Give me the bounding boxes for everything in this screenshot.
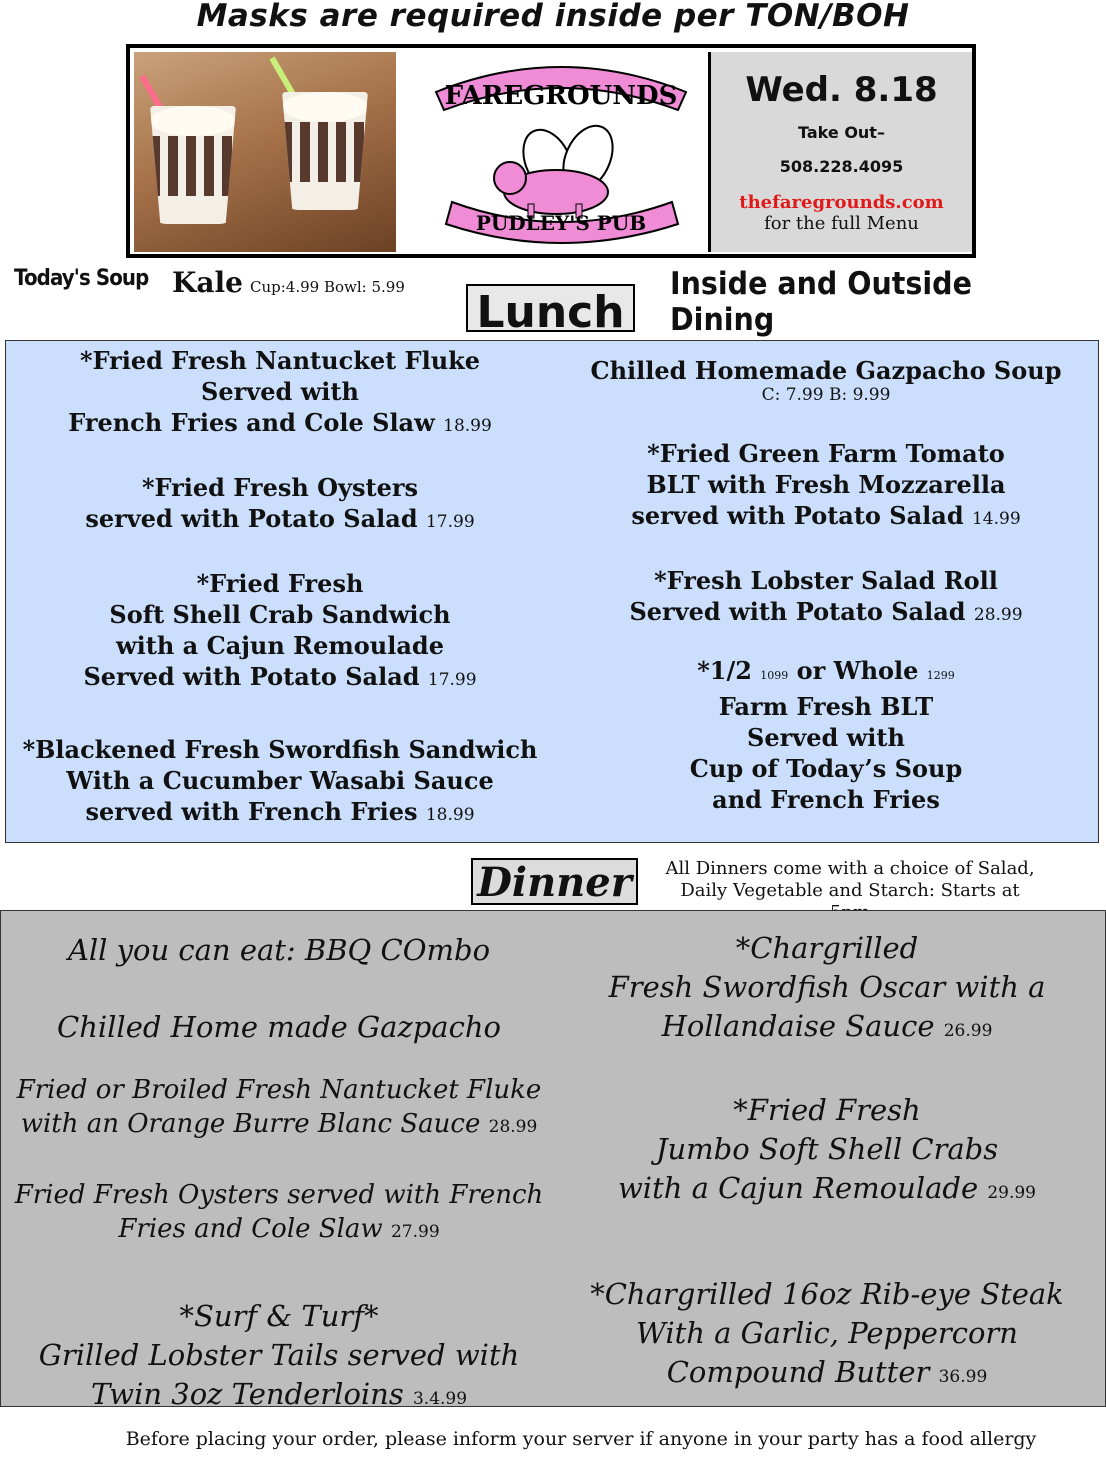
price: 18.99 <box>443 416 492 436</box>
lunch-item: *Fried Fresh Oysters served with Potato Salad 17.99 <box>85 473 475 533</box>
website-note: for the full Menu <box>764 213 919 234</box>
dinner-heading: Dinner <box>471 858 638 905</box>
lunch-item: *Fried Fresh Soft Shell Crab Sandwich with a Cajun Remoulade Served with Potato Salad 17.99 <box>83 569 477 691</box>
dinner-item: *Fried Fresh Jumbo Soft Shell Crabs with a Cajun Remoulade 29.99 <box>617 1093 1036 1205</box>
logo-bottom-text: PUDLEY'S PUB <box>475 211 647 235</box>
price: C: 7.99 B: 9.99 <box>761 385 891 405</box>
dinner-note: All Dinners come with a choice of Salad, Daily Vegetable and Starch: Starts at <box>665 858 1035 901</box>
price: 28.99 <box>973 605 1023 625</box>
lunch-item: *Blackened Fresh Swordfish Sandwich With a Cucumber Wasabi Sauce served with French Fries 18.99 <box>22 735 538 826</box>
milkshake-photo <box>134 52 396 252</box>
take-out-label: Take Out– <box>798 123 885 142</box>
dinner-item: Fried or Broiled Fresh Nantucket Fluke with an Orange Burre Blanc Sauce 28.99 <box>16 1075 542 1139</box>
masks-banner: Masks are required inside per TON/BOH <box>196 0 910 34</box>
dinner-item: *Chargrilled Fresh Swordfish Oscar with a Hollandaise Sauce 26.99 <box>608 931 1046 1043</box>
logo-top-text: FAREGROUNDS <box>444 81 678 111</box>
price: 14.99 <box>971 509 1021 529</box>
dinner-item: *Surf & Turf* Grilled Lobster Tails served with Twin 3oz Tenderloins 3.4.99 <box>38 1299 520 1411</box>
price: 17.99 <box>427 670 477 690</box>
header-box <box>126 44 976 258</box>
dinner-panel <box>0 910 1106 1411</box>
allergy-notice: Before placing your order, please inform your server if anyone in your party has a food allergy <box>125 1428 1037 1450</box>
blt-item: *1/2 1099 or Whole 1299 Farm Fresh BLT Served with Cup of Today’s Soup and French Fries <box>689 656 963 814</box>
lunch-item: *Fried Fresh Nantucket Fluke Served with French Fries and Cole Slaw 18.99 <box>68 346 492 437</box>
lunch-item: *Fried Green Farm Tomato BLT with Fresh Mozzarella served with Potato Salad 14.99 <box>631 439 1021 530</box>
price: 28.99 <box>488 1117 538 1137</box>
lunch-panel <box>5 340 1099 843</box>
dinner-right-column <box>549 929 1105 1397</box>
phone-number[interactable]: 508.228.4095 <box>779 157 904 176</box>
price: 27.99 <box>390 1222 440 1242</box>
dinner-item: *Chargrilled 16oz Rib-eye Steak With a Garlic, Peppercorn Compound Butter 36.99 <box>590 1277 1064 1389</box>
price: 36.99 <box>938 1367 988 1387</box>
price: 18.99 <box>425 805 475 825</box>
lunch-right-column <box>551 355 1101 815</box>
dinner-item: All you can eat: BBQ COmbo <box>67 933 491 967</box>
gazpacho-item: Chilled Homemade Gazpacho Soup C: 7.99 B: 9.99 <box>551 355 1101 404</box>
soup-price: Cup:4.99 Bowl: 5.99 <box>250 278 405 296</box>
lunch-item: *Fresh Lobster Salad Roll Served with Potato Salad 28.99 <box>629 566 1023 626</box>
dinner-item: Chilled Home made Gazpacho <box>57 1010 501 1044</box>
soup-label: Today's Soup <box>14 266 149 291</box>
dinner-item: Fried Fresh Oysters served with French Fries and Cole Slaw 27.99 <box>14 1180 544 1244</box>
dinner-left-column <box>1 931 557 1419</box>
info-panel <box>708 52 972 252</box>
soup-name: Kale <box>172 266 243 299</box>
price: 1299 <box>926 669 955 682</box>
lunch-heading: Lunch <box>466 284 635 332</box>
website-link[interactable]: thefaregrounds.com <box>739 192 944 213</box>
price: 26.99 <box>943 1021 993 1041</box>
price: 17.99 <box>425 512 475 532</box>
menu-date: Wed. 8.18 <box>745 70 938 110</box>
price: 29.99 <box>987 1183 1036 1203</box>
price: 1099 <box>760 669 789 682</box>
dining-note: Inside and Outside Dining <box>670 266 972 338</box>
price: 3.4.99 <box>412 1389 468 1409</box>
lunch-left-column <box>6 345 554 831</box>
faregrounds-logo <box>416 52 706 252</box>
